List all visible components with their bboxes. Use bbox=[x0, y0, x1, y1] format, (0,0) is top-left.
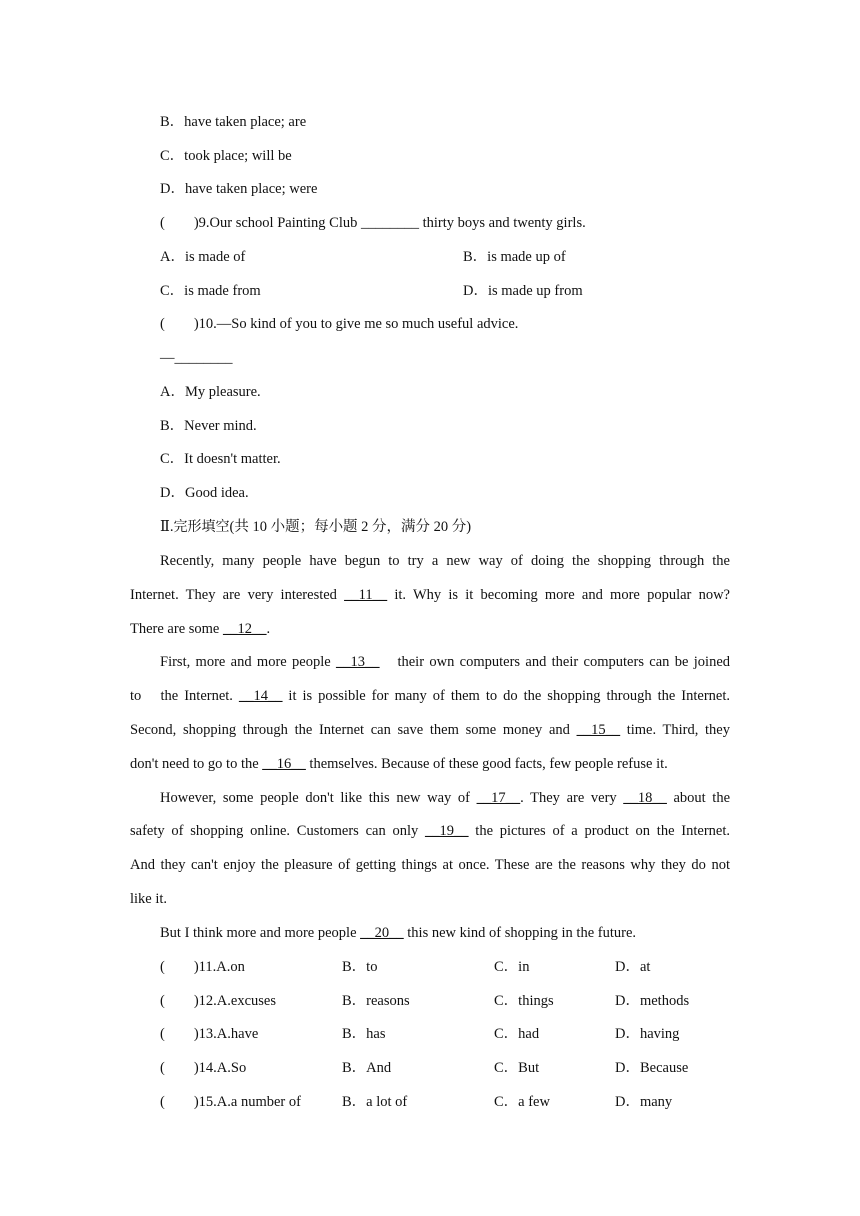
choice-question-a: ( )12.A.excuses bbox=[160, 993, 276, 1009]
choice-d: D．at bbox=[615, 959, 651, 975]
blank-14: __14__ bbox=[238, 688, 283, 704]
blank-13: __13__ bbox=[336, 654, 380, 670]
q10-option-c: C．It doesn't matter. bbox=[160, 451, 281, 467]
choice-d: D．methods bbox=[615, 993, 690, 1009]
choice-c: C．in bbox=[494, 959, 530, 975]
passage-p2-line4: don't need to go to the __16__ themselves. Because of these good facts, few people refuse it. bbox=[130, 756, 668, 772]
choice-b: B．And bbox=[342, 1060, 392, 1076]
passage-p4-line1: But I think more and more people __20__ this new kind of shopping in the future. bbox=[160, 925, 637, 941]
q8-option-c: C．took place; will be bbox=[160, 148, 292, 164]
blank-11: __11__ bbox=[344, 587, 388, 603]
choice-b: B．a lot of bbox=[342, 1094, 408, 1110]
choice-c: C．But bbox=[494, 1060, 540, 1076]
q10-option-a: A．My pleasure. bbox=[160, 384, 261, 400]
q9-option-a: A．is made of bbox=[160, 249, 246, 265]
choice-c: C．a few bbox=[494, 1094, 550, 1110]
choice-d: D．many bbox=[615, 1094, 673, 1110]
passage-p2-line1: First, more and more people __13__ their own computers and their computers can be joined bbox=[160, 654, 730, 670]
section-note: (共 10 小题；每小题 2 分，满分 20 分) bbox=[229, 519, 472, 535]
choice-question-a: ( )11.A.on bbox=[160, 959, 245, 975]
blank-12: __12__ bbox=[223, 621, 267, 637]
passage-p3-line1: However, some people don't like this new way of __17__. They are very __18__ about the bbox=[160, 790, 731, 806]
passage-p2-line2: to the Internet. __14__ it is possible for many of them to do the shopping through the Internet. bbox=[130, 688, 730, 704]
blank-15: __15__ bbox=[576, 722, 621, 738]
q9-option-d: D．is made up from bbox=[463, 283, 583, 299]
passage-p3-line3: And they can't enjoy the pleasure of getting things at once. These are the reasons why they do not bbox=[130, 857, 730, 873]
choice-question-a: ( )15.A.a number of bbox=[160, 1094, 301, 1110]
q10-reply-blank: —________ bbox=[160, 350, 233, 366]
passage-p1-line2: Internet. They are very interested __11__ it. Why is it becoming more and more popular now? bbox=[130, 587, 730, 603]
q8-option-b: B．have taken place; are bbox=[160, 114, 307, 130]
q10-stem: ( )10.—So kind of you to give me so much useful advice. bbox=[160, 316, 519, 332]
passage-p2-line3: Second, shopping through the Internet can save them some money and __15__ time. Third, they bbox=[130, 722, 730, 738]
choice-b: B．has bbox=[342, 1026, 386, 1042]
section-title: 完形填空 bbox=[173, 519, 230, 535]
passage-p3-line2: safety of shopping online. Customers can only __19__ the pictures of a product on the Internet. bbox=[130, 823, 730, 839]
q9-option-c: C．is made from bbox=[160, 283, 261, 299]
choice-c: C．had bbox=[494, 1026, 540, 1042]
q9-option-b: B．is made up of bbox=[463, 249, 566, 265]
q10-option-b: B．Never mind. bbox=[160, 418, 257, 434]
section-heading bbox=[160, 517, 471, 537]
choice-d: D．Because bbox=[615, 1060, 689, 1076]
q9-stem: ( )9.Our school Painting Club ________ thirty boys and twenty girls. bbox=[160, 215, 586, 231]
blank-19: __19__ bbox=[425, 823, 469, 839]
choice-b: B．reasons bbox=[342, 993, 410, 1009]
choice-d: D．having bbox=[615, 1026, 680, 1042]
q8-option-d: D．have taken place; were bbox=[160, 181, 318, 197]
blank-20: __20__ bbox=[360, 925, 404, 941]
q10-option-d: D．Good idea. bbox=[160, 485, 249, 501]
choice-b: B．to bbox=[342, 959, 378, 975]
passage-p1-line3: There are some __12__. bbox=[130, 621, 271, 637]
choice-question-a: ( )14.A.So bbox=[160, 1060, 247, 1076]
blank-17: __17__ bbox=[476, 790, 521, 806]
passage-p1-line1: Recently, many people have begun to try a new way of doing the shopping through the bbox=[160, 553, 730, 569]
choice-c: C．things bbox=[494, 993, 554, 1009]
blank-18: __18__ bbox=[623, 790, 667, 806]
passage-p3-line4: like it. bbox=[130, 891, 168, 907]
choice-question-a: ( )13.A.have bbox=[160, 1026, 259, 1042]
section-numeral: Ⅱ. bbox=[160, 519, 174, 535]
blank-16: __16__ bbox=[262, 756, 306, 772]
